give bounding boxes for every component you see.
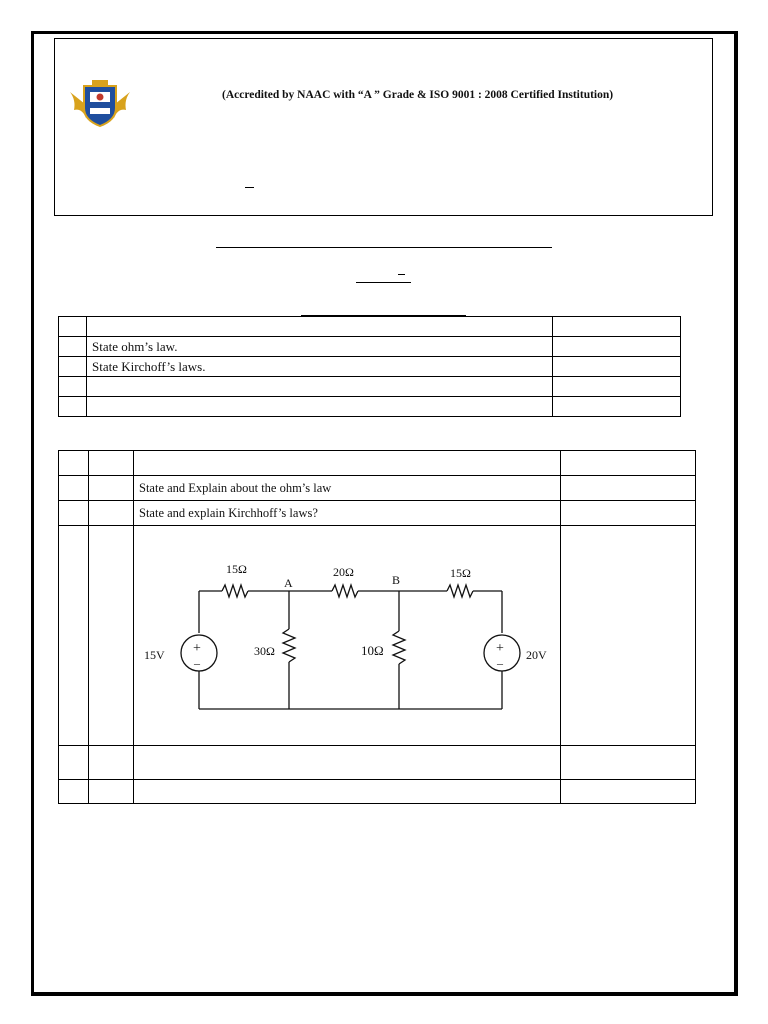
table-row <box>59 377 681 397</box>
header-box <box>54 38 713 216</box>
table-row <box>59 746 696 780</box>
question-cell <box>134 746 561 780</box>
table-row <box>59 526 696 746</box>
subq-cell <box>89 746 134 780</box>
institution-crest-logo <box>66 78 134 130</box>
resistor-label-r3: 15Ω <box>450 565 471 580</box>
subq-cell <box>89 451 134 476</box>
question-cell: State Kirchoff’s laws. <box>87 357 553 377</box>
subq-cell <box>89 501 134 526</box>
part-b-table <box>58 450 696 804</box>
table-row <box>59 451 696 476</box>
table-row <box>59 476 696 501</box>
table-row <box>59 397 681 417</box>
marks-cell <box>561 780 696 804</box>
plus-sign-right: + <box>496 640 504 656</box>
marks-cell <box>561 451 696 476</box>
resistor-label-r2: 20Ω <box>333 564 354 579</box>
resistor-label-r1: 15Ω <box>226 561 247 576</box>
sno-cell <box>59 451 89 476</box>
marks-cell <box>561 476 696 501</box>
sno-cell <box>59 501 89 526</box>
subtitle-dash <box>398 274 405 275</box>
circuit-cell <box>134 526 561 746</box>
sno-cell <box>59 476 89 501</box>
subtitle-underline <box>356 282 411 283</box>
resistor-label-ra: 30Ω <box>254 643 275 658</box>
subq-cell <box>89 780 134 804</box>
resistor-label-rb: 10Ω <box>361 642 384 658</box>
sno-cell <box>59 397 87 417</box>
subq-cell <box>89 526 134 746</box>
marks-cell <box>561 501 696 526</box>
marks-cell <box>553 357 681 377</box>
question-cell: State and Explain about the ohm’s law <box>134 476 561 501</box>
sno-cell <box>59 317 87 337</box>
plus-sign-left: + <box>193 640 201 656</box>
title-underline <box>216 247 552 248</box>
sno-cell <box>59 526 89 746</box>
voltage-label-right: 20V <box>526 647 547 662</box>
sno-cell <box>59 377 87 397</box>
question-cell: State ohm’s law. <box>87 337 553 357</box>
voltage-label-left: 15V <box>144 647 165 662</box>
sno-cell <box>59 780 89 804</box>
node-label-a: A <box>284 575 293 590</box>
question-cell <box>87 397 553 417</box>
part-a-table <box>58 316 681 417</box>
table-row <box>59 357 681 377</box>
accreditation-line: (Accredited by NAAC with “A ” Grade & ISO 9001 : 2008 Certified Institution) <box>222 89 614 101</box>
question-cell <box>87 317 553 337</box>
question-cell: State and explain Kirchhoff’s laws? <box>134 501 561 526</box>
table-row <box>59 317 681 337</box>
question-cell <box>134 780 561 804</box>
marks-cell <box>561 526 696 746</box>
table-row <box>59 337 681 357</box>
sno-cell <box>59 337 87 357</box>
table-row <box>59 780 696 804</box>
marks-cell <box>553 337 681 357</box>
subq-cell <box>89 476 134 501</box>
marks-cell <box>553 317 681 337</box>
marks-cell <box>561 746 696 780</box>
minus-sign-left: – <box>194 655 200 670</box>
sno-cell <box>59 746 89 780</box>
table-row <box>59 501 696 526</box>
sno-cell <box>59 357 87 377</box>
header-dash <box>245 187 254 188</box>
node-label-b: B <box>392 572 401 587</box>
minus-sign-right: – <box>497 655 503 670</box>
circuit-diagram <box>134 527 561 745</box>
question-cell <box>134 451 561 476</box>
question-cell <box>87 377 553 397</box>
marks-cell <box>553 397 681 417</box>
marks-cell <box>553 377 681 397</box>
